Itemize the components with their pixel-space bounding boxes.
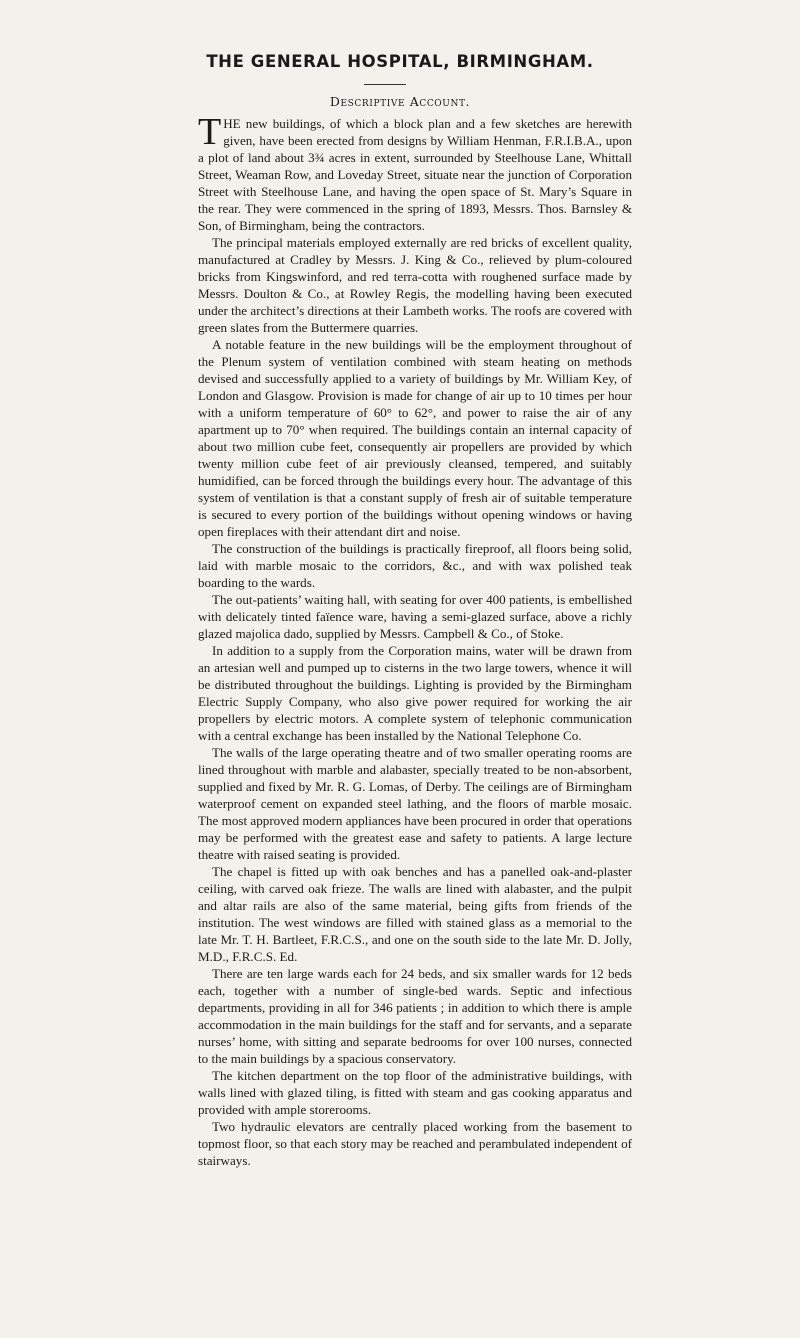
paragraph-3: A notable feature in the new buildings will be the employment throughout of the Plenum system of ventilation combined with steam heating on methods devised and successfully applied to a variety of buildings by Mr. William Key, of London and Glasgow. Provision is made for change of air up to 10 times per hour with a uniform temperature of 60° to 62°, and power to raise the air of any apartment up to 70° when required. The buildings contain an internal capacity of about two million cube feet, consequently air propellers are provided by which twenty million cube feet of air previously cleansed, tempered, and suitably humidified, can be forced through the buildings every hour. The advantage of this system of ventilation is that a constant supply of fresh air of suitable temperature is secured to every portion of the buildings without opening windows or having open fireplaces with their attendant dirt and noise. [198,337,632,539]
paragraph-7: The walls of the large operating theatre and of two smaller operating rooms are lined throughout with marble and alabaster, specially treated to be non-absorbent, supplied and fixed by Mr. R. G. Lomas, of Derby. The ceilings are of Birmingham waterproof cement on expanded steel lathing, and the floors of marble mosaic. The most approved modern appliances have been procured in order that operations may be performed with the greatest ease and safety to patients. A large lecture theatre with raised seating is provided. [198,745,632,862]
section-subtitle: Descriptive Account. [329,94,471,109]
paragraph-4: The construction of the buildings is practically fireproof, all floors being solid, laid with marble mosaic to the corridors, &c., and with wax polished teak boarding to the wards. [198,541,632,590]
title-divider [364,84,406,85]
page-title: THE GENERAL HOSPITAL, BIRMINGHAM. [206,52,594,71]
paragraph-10: The kitchen department on the top floor of the administrative buildings, with walls lined with glazed tiling, is fitted with steam and gas cooking apparatus and provided with ample storerooms. [198,1068,632,1117]
paragraph-1 [198,111,632,234]
paragraph-5: The out-patients’ waiting hall, with seating for over 400 patients, is embellished with delicately tinted faïence ware, having a semi-glazed surface, above a richly glazed majolica dado, supplied by Messrs. Campbell & Co., of Stoke. [198,592,632,641]
paragraph-9: There are ten large wards each for 24 beds, and six smaller wards for 12 beds each, together with a number of single-bed wards. Septic and infectious departments, providing in all for 346 patients ; in addition to which there is ample accommodation in the main buildings for the staff and for servants, and a separate nurses’ home, with sitting and separate bedrooms for over 100 nurses, connected to the main buildings by a spacious conservatory. [198,966,632,1066]
paragraph-8: The chapel is fitted up with oak benches and has a panelled oak-and-plaster ceiling, with carved oak frieze. The walls are lined with alabaster, and the pulpit and altar rails are also of the same material, being gifts from friends of the institution. The west windows are filled with stained glass as a memorial to the late Mr. T. H. Bartleet, F.R.C.S., and one on the south side to the late Mr. D. Jolly, M.D., F.R.C.S. Ed. [198,864,632,964]
paragraph-2: The principal materials employed externally are red bricks of excellent quality, manufactured at Cradley by Messrs. J. King & Co., relieved by plum-coloured bricks from Kingswinford, and red terra-cotta with roughened surface made by Messrs. Doulton & Co., at Rowley Regis, the modelling having been executed under the architect’s directions at their Lambeth works. The roofs are covered with green slates from the Buttermere quarries. [198,235,632,335]
paragraph-1-text: HE new buildings, of which a block plan and a few sketches are herewith given, have been erected from designs by William Henman, F.R.I.B.A., upon a plot of land about 3¾ acres in extent, surrounded by Steelhouse Lane, Whittall Street, Weaman Row, and Loveday Street, situate near the junction of Corporation Street with Steelhouse Lane, and having the open space of St. Mary’s Square in the rear. They were commenced in the spring of 1893, Messrs. Thos. Barnsley & Son, of Birmingham, being the contractors. [198,116,632,233]
paragraph-6: In addition to a supply from the Corporation mains, water will be drawn from an artesian well and pumped up to cisterns in the two large towers, whence it will be distributed throughout the buildings. Lighting is provided by the Birmingham Electric Supply Company, who also give power required for working the air propellers by electric motors. A complete system of telephonic communication with a central exchange has been installed by the National Telephone Co. [198,643,632,743]
article-body [198,111,632,1169]
drop-cap: T [198,111,222,153]
paragraph-11: Two hydraulic elevators are centrally placed working from the basement to topmost floor, so that each story may be reached and perambulated independent of stairways. [198,1119,632,1168]
